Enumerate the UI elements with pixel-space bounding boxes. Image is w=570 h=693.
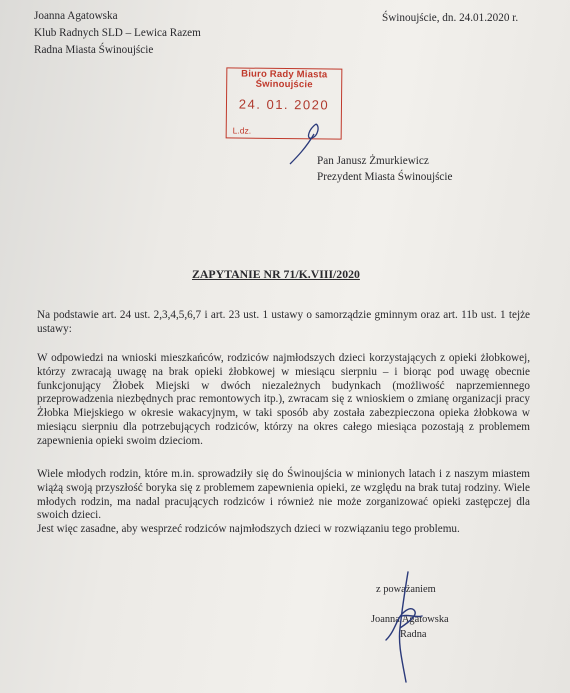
paragraph-legal-basis: Na podstawie art. 24 ust. 2,3,4,5,6,7 i art. 23 ust. 1 ustawy o samorządzie gminnym oraz art. 11b ust. 1 tejże ustawy: xyxy=(37,309,530,335)
paragraph-body-3: Jest więc zasadne, aby wesprzeć rodziców najmłodszych dzieci w rozwiązaniu tego problemu. xyxy=(37,523,460,536)
stamp-header xyxy=(227,69,341,90)
stamp-date: 24. 01. 2020 xyxy=(238,96,330,113)
recipient-role: Prezydent Miasta Świnoujście xyxy=(317,171,453,183)
recipient-block xyxy=(317,153,452,185)
document-title: ZAPYTANIE NR 71/K.VIII/2020 xyxy=(192,267,360,281)
handwritten-signature-icon xyxy=(372,570,442,686)
sender-name: Joanna Agatowska xyxy=(34,10,118,22)
place-date: Świnoujście, dn. 24.01.2020 r. xyxy=(382,12,519,24)
signatory-name: Joanna Agatowska xyxy=(371,614,449,625)
signatory-role: Radna xyxy=(400,629,427,640)
paragraph-body-2: Wiele młodych rodzin, które m.in. sprowadziły się do Świnoujścia w minionych latach i z naszym miastem wiążą swoją przyszłość boryka się z problemem zapewnienia opieki, ze względu na brak tutaj rodziny. Wiele młodych rodzin, ma nadal pracujących rodziców i również nie może zorganizować opieki zastępczej dla swoich dzieci. xyxy=(37,468,530,522)
sender-club: Klub Radnych SLD – Lewica Razem xyxy=(34,27,201,39)
closing-regards: z poważaniem xyxy=(376,584,436,595)
stamp-line2: Świnoujście xyxy=(255,78,313,91)
paragraph-body-2-3 xyxy=(37,468,530,537)
paragraph-body-1: W odpowiedzi na wnioski mieszkańców, rodziców najmłodszych dzieci korzystających z opieki żłobkowej, którzy zwracają uwagę na brak opieki żłobkowej w miesiącu sierpniu – i biorąc pod uwagę obecnie funkcjonujący Żłobek Miejski w dwóch niezależnych budynkach (możliwość naprzemiennego przeprowadzenia niezbędnych prac remontowych itp.), zwracam się z wnioskiem o zmianę organizacji pracy Żłobka Miejskiego w okresie wakacyjnym, w taki sposób aby została zabezpieczona opieka żłobkowa w miesiącu sierpniu dla potrzebujących rodziców, którzy na okres całego miesiąca pozostają z problemem zapewnienia opieki swoim dzieciom. xyxy=(37,352,530,447)
recipient-name: Pan Janusz Żmurkiewicz xyxy=(317,155,429,167)
stamp-line1: Biuro Rady Miasta xyxy=(241,68,328,81)
stamp-number: L.dz. xyxy=(232,125,252,136)
sender-role: Radna Miasta Świnoujście xyxy=(34,44,154,56)
sender-block xyxy=(34,8,201,59)
